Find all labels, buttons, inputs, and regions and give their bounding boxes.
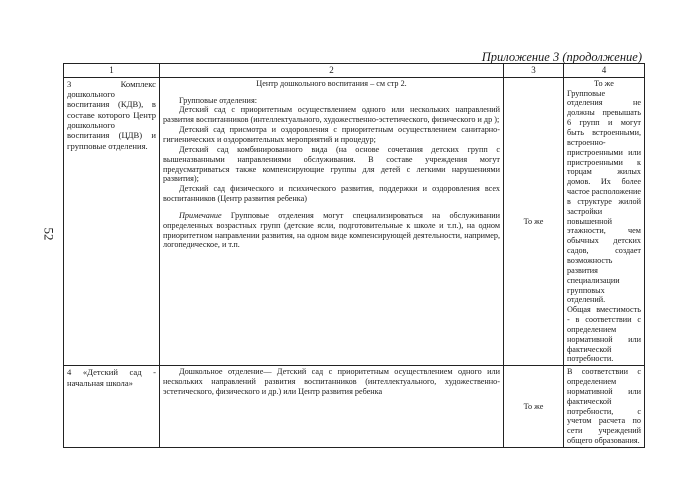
composition-paragraph: Детский сад комбинированного вида (на основе сочетания детских групп с вышеназванными направлениями обслуживания. В составе учреждения могут предусматриваться также компенсирующие группы для детей с легкими нарушениями развития); [163, 144, 500, 184]
notes-paragraph: Общая вместимость - в соответствии с определением нормативной или фактической потребности. [567, 305, 641, 364]
column-header: 2 [160, 64, 504, 78]
facility-type-cell: 4 «Детский сад - начальная школа» [64, 366, 160, 448]
notes-cell: В соответствии с определением нормативной или фактической потребности, с учетом расчета по сети учреждений общего образования. [564, 366, 645, 448]
note-label: Примечание [179, 210, 222, 220]
note-text: Групповые отделения могут специализироваться на обслуживании определенных возрастных групп (детские ясли, подготовительные к школе и т.п.), на одном приоритетном направлении развития, на одном виде компенсирующей деятельности, например, логопедическое, и т.п. [163, 210, 500, 250]
notes-paragraph: Групповые отделения не должны превышать 6 групп и могут быть встроенными, встроенно-пристроенными или пристроенными к торцам жилых домов. Их более частое расположение в структуре жилой застройки повышенной этажности, чем обычных детских садов, создает возможность развития специализации групповых отделений. [567, 88, 642, 305]
document-table [63, 63, 645, 448]
composition-paragraph: Дошкольное отделение— Детский сад с приоритетным осуществлением одного или нескольких направлений развития воспитанников (интеллектуального, художественно-эстетического, физического и др.) или Центр развития ребенка [163, 367, 500, 396]
facility-type-cell: 3 Комплекс дошкольного воспитания (КДВ), в составе которого Центр дошкольного воспитания (ЦДВ) и групповые отделения. [64, 77, 160, 365]
column-header: 3 [504, 64, 564, 78]
composition-paragraph: Детский сад физического и психического развития, поддержки и оздоровления всех воспитанников (Центр развития ребенка) [163, 184, 500, 204]
column-header: 1 [64, 64, 160, 78]
composition-subtitle: Групповые отделения: [179, 95, 257, 105]
page-number: 52 [41, 227, 57, 241]
composition-note [163, 211, 500, 250]
composition-title: Центр дошкольного воспитания – см стр 2. [256, 78, 407, 88]
composition-cell [160, 77, 504, 365]
column-header: 4 [564, 64, 645, 78]
notes-cell [564, 77, 645, 365]
table-header-row [64, 64, 645, 78]
same-as-cell: То же [504, 366, 564, 448]
table-row [64, 77, 645, 365]
appendix-title: Приложение 3 (продолжение) [481, 50, 642, 64]
table-row [64, 366, 645, 448]
notes-head: То же [594, 78, 614, 88]
composition-paragraph: Детский сад присмотра и оздоровления с приоритетным осуществлением санитарно-гигиенических и оздоровительных мероприятий и процедур; [163, 125, 500, 145]
composition-paragraph: Детский сад с приоритетным осуществлением одного или нескольких направлений развития воспитанников (интеллектуального, художественно-эстетического, физического и др ); [163, 105, 500, 125]
composition-cell [160, 366, 504, 448]
same-as-cell: То же [504, 77, 564, 365]
